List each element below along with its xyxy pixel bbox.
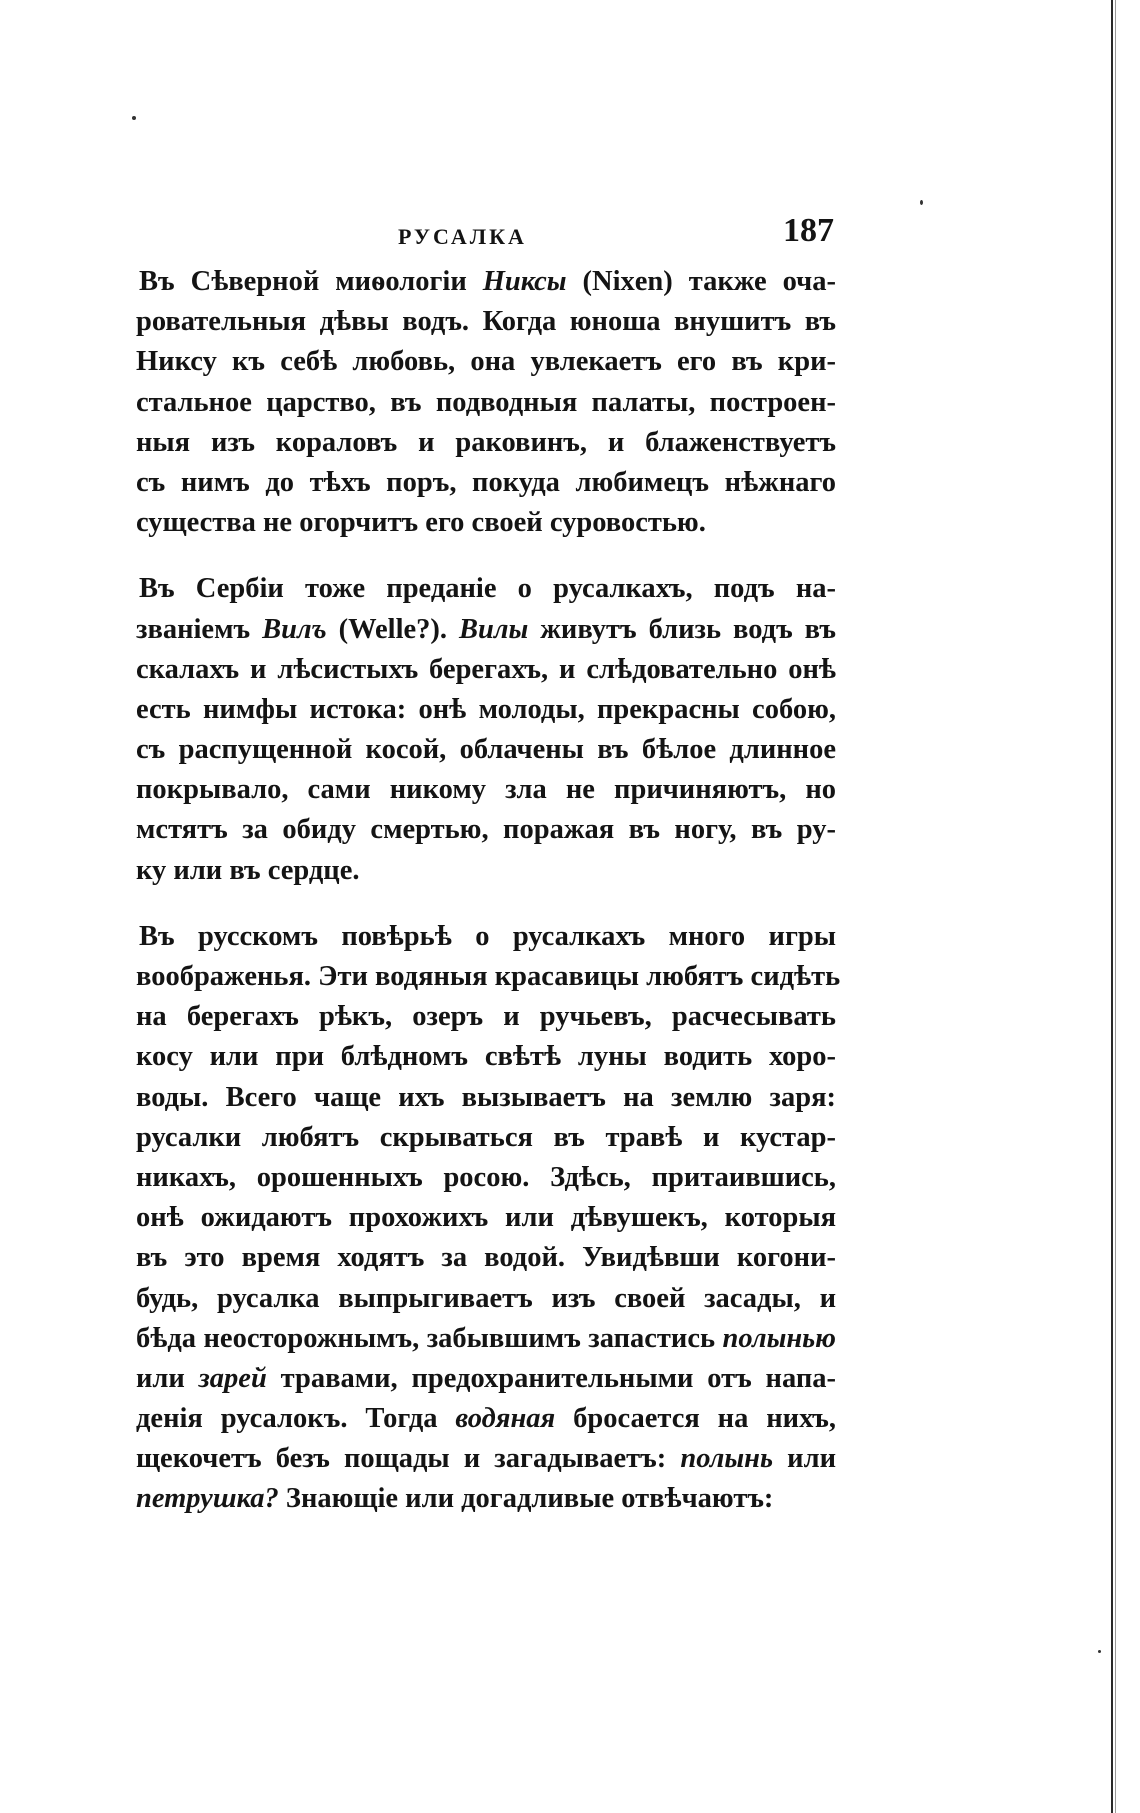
text-segment: щекочетъ безъ пощады и загадываетъ: (136, 1443, 681, 1475)
text-segment: покрывало, сами никому зла не причиняютъ, но (136, 774, 836, 806)
text-line (136, 1479, 836, 1519)
paragraph (136, 917, 841, 1520)
text-segment: денія русалокъ. Тогда (136, 1403, 456, 1435)
text-segment: никахъ, орошенныхъ росою. Здѣсь, притаившись, (136, 1161, 836, 1193)
text-segment: ку или въ сердце. (136, 854, 360, 886)
text-line (136, 342, 836, 382)
text-segment: травами, предохранительными отъ напа- (266, 1362, 837, 1394)
text-segment: есть нимфы истока: онѣ молоды, прекрасны собою, (136, 693, 836, 725)
text-line (136, 1198, 836, 1238)
text-line (136, 1439, 836, 1479)
text-line (136, 1238, 836, 1278)
text-segment: скалахъ и лѣсистыхъ берегахъ, и слѣдовательно онѣ (136, 653, 836, 685)
text-line (136, 730, 836, 770)
text-segment: Никсу къ себѣ любовь, она увлекаетъ его въ кри- (136, 346, 836, 378)
text-segment: Въ русскомъ повѣрьѣ о русалкахъ много игры (139, 920, 836, 952)
text-segment: русалки любятъ скрываться въ травѣ и кустар- (136, 1121, 836, 1153)
body-text (136, 262, 841, 1546)
text-line (136, 1319, 836, 1359)
text-segment: званіемъ (136, 613, 263, 645)
page-header (140, 212, 840, 256)
page-edge-line (1111, 0, 1113, 1813)
italic-term: водяная (455, 1403, 556, 1435)
text-segment: (Welle?). (326, 613, 459, 645)
print-speck (132, 116, 136, 120)
text-line (136, 650, 836, 690)
text-segment: Въ Сѣверной миѳологіи (139, 266, 483, 297)
text-line (136, 1037, 836, 1077)
text-line (136, 569, 836, 609)
text-segment: или (773, 1443, 836, 1475)
text-line (136, 690, 836, 730)
text-segment: ныя изъ кораловъ и раковинъ, и блаженствуетъ (136, 426, 836, 458)
text-segment: живутъ близь водъ въ (528, 613, 836, 645)
text-segment: ровательныя дѣвы водъ. Когда юноша внушитъ въ (136, 306, 836, 338)
text-segment: на берегахъ рѣкъ, озеръ и ручьевъ, расчесывать (136, 1001, 836, 1033)
text-segment: косу или при блѣдномъ свѣтѣ луны водить хоро- (136, 1041, 836, 1073)
text-line (136, 1399, 836, 1439)
text-line (136, 1279, 836, 1319)
text-line (136, 1078, 836, 1118)
text-line (136, 851, 836, 891)
text-line (136, 463, 836, 503)
text-line (136, 957, 841, 997)
text-segment: существа не огорчитъ его своей суровостью. (136, 507, 706, 539)
page-number: 187 (783, 212, 834, 249)
text-line (136, 997, 836, 1037)
text-segment: (Nixen) также оча- (566, 266, 836, 297)
italic-term: полынью (722, 1322, 836, 1354)
text-line (136, 302, 836, 342)
text-segment: съ нимъ до тѣхъ поръ, покуда любимецъ нѣжнаго (136, 466, 836, 498)
text-segment: мстятъ за обиду смертью, поражая въ ногу, въ ру- (136, 814, 836, 846)
text-line (136, 1158, 836, 1198)
text-segment: съ распущенной косой, облачены въ бѣлое длинное (136, 734, 836, 766)
paragraph (136, 262, 836, 543)
text-segment: или (136, 1362, 199, 1394)
page-edge-shadow (1115, 0, 1116, 1813)
text-segment: бѣда неосторожнымъ, забывшимъ запастись (136, 1322, 723, 1354)
italic-term: петрушка? (136, 1483, 279, 1515)
text-line (136, 917, 836, 957)
text-line (136, 1118, 836, 1158)
italic-term: полынь (680, 1443, 774, 1475)
text-segment: Въ Сербіи тоже преданіе о русалкахъ, подъ на- (139, 573, 836, 605)
text-segment: онѣ ожидаютъ прохожихъ или дѣвушекъ, которыя (136, 1202, 836, 1234)
print-speck (920, 200, 923, 205)
italic-term: Никсы (482, 266, 567, 297)
running-head: РУСАЛКА (398, 224, 527, 249)
text-line (136, 503, 836, 543)
text-segment: въ это время ходятъ за водой. Увидѣвши когони- (136, 1242, 836, 1274)
text-segment: бросается на нихъ, (555, 1403, 836, 1435)
text-segment: будь, русалка выпрыгиваетъ изъ своей засады, и (136, 1282, 836, 1314)
text-line (136, 770, 836, 810)
italic-term: зарей (198, 1362, 267, 1394)
text-segment: воды. Всего чаще ихъ вызываетъ на землю заря: (136, 1081, 836, 1113)
text-segment: воображенья. Эти водяныя красавицы любятъ сидѣть (136, 961, 841, 992)
text-line (136, 262, 836, 302)
text-line (136, 1359, 836, 1399)
print-speck (1098, 1650, 1101, 1653)
paragraph (136, 569, 836, 891)
italic-term: Вилы (459, 613, 529, 645)
italic-term: Вилъ (262, 613, 327, 645)
text-segment: стальное царство, въ подводныя палаты, построен- (136, 386, 836, 418)
text-line (136, 423, 836, 463)
text-segment: Знающіе или догадливые отвѣчаютъ: (278, 1483, 774, 1515)
text-line (136, 383, 836, 423)
text-line (136, 810, 836, 850)
text-line (136, 610, 836, 650)
